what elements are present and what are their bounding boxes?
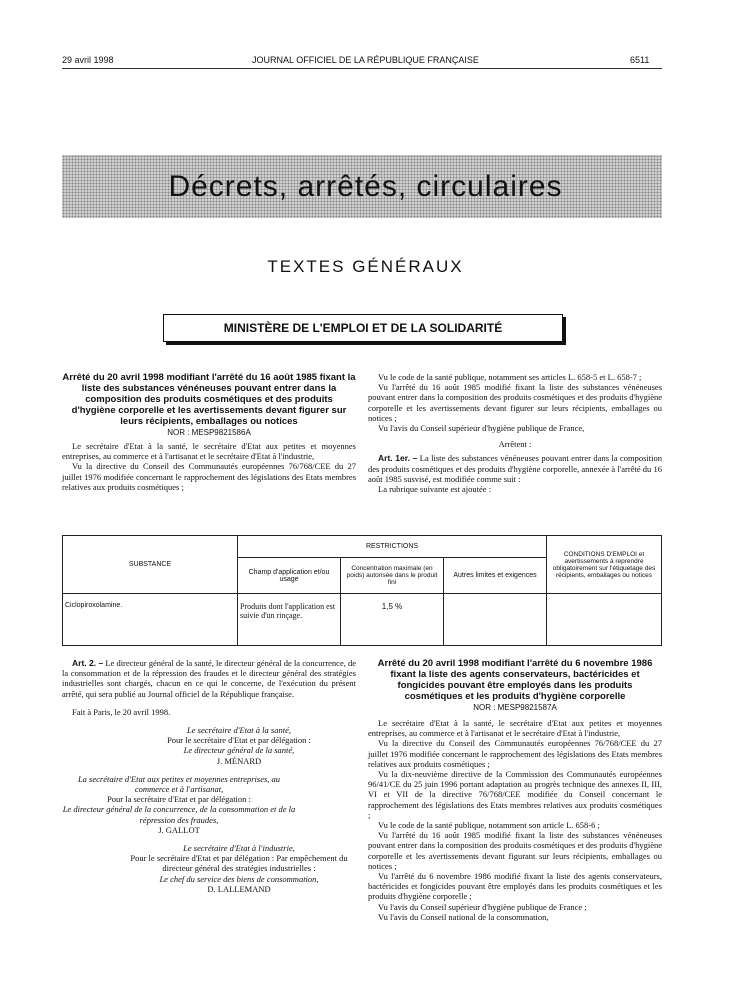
arrete1-title: Arrêté du 20 avril 1998 modifiant l'arrêté du 16 août 1985 fixant la liste des substances vénéneuses pouvant entrer dans la composition des produits cosmétiques et des produits d'hygiène corporelle et les avertissements devant figurer sur leurs récipients, emballages ou notices <box>62 372 356 427</box>
cell-conditions <box>547 594 662 646</box>
signature-by: Le directeur général de la santé, <box>183 745 295 756</box>
th-concentration: Concentration maximale (en poids) autorisée dans le produit fini <box>341 558 444 594</box>
signature-delegation: Pour le secrétaire d'Etat et par délégation : Par empêchement du directeur général des stratégies industrielles : <box>130 853 348 874</box>
rubrique: La rubrique suivante est ajoutée : <box>378 484 492 495</box>
signature-block <box>62 774 296 835</box>
cell-autres <box>444 594 547 646</box>
signature-name: J. MÉNARD <box>216 755 262 766</box>
arrete2-para: Vu l'arrêté du 6 novembre 1986 modifié fixant la liste des agents conservateurs, bactéricides et fongicides pouvant être employés dans les produits cosmétiques et les produits d'hygiène corporelle ; <box>368 871 662 902</box>
art1-text: La liste des substances vénéneuses pouvant entrer dans la composition des produits cosmétiques et des produits d'hygiène corporelle, annexée à l'arrêté du 16 août 1985 susvisé, est modifiée comme suit : <box>368 453 663 484</box>
cell-substance: Ciclopiroxolamine. <box>63 594 238 646</box>
arrete2-para: Le secrétaire d'Etat à la santé, le secrétaire d'Etat aux petites et moyennes entreprises, au commerce et à l'artisanat et le secrétaire d'Etat à l'industrie, <box>368 718 662 739</box>
th-restrictions: RESTRICTIONS <box>238 536 547 558</box>
signature-by: Le chef du service des biens de consommation, <box>159 873 319 884</box>
arrete2-para: Vu le code de la santé publique, notamment son article L. 658-6 ; <box>378 820 600 831</box>
arrete1-para: Le secrétaire d'Etat à la santé, le secrétaire d'Etat aux petites et moyennes entreprises, au commerce et à l'artisanat et le secrétaire d'Etat à l'industrie, <box>62 441 356 462</box>
table-row <box>63 594 662 646</box>
arrete1-left-column <box>62 372 356 492</box>
art1-label: Art. 1er. – <box>378 453 418 464</box>
signature-block <box>122 725 356 766</box>
cell-champ: Produits dont l'application est suivie d'un rinçage. <box>238 594 341 646</box>
signature-role: La secrétaire d'Etat aux petites et moyennes entreprises, au commerce et à l'artisanat, <box>77 773 281 795</box>
arretent: Arrêtent : <box>498 439 532 450</box>
art2-text: Le directeur général de la santé, le directeur général de la concurrence, de la consommation et de la répression des fraudes et le directeur général des stratégies industrielles sont chargés, chacun en ce qui le concerne, de l'exécution du présent arrêté, qui sera publié au Journal officiel de la République française. <box>62 658 357 699</box>
arrete2-para: Vu la dix-neuvième directive de la Commission des Communautés européennes 96/41/CE du 25 juin 1996 portant adaptation au progrès technique des annexes II, III, VI et VII de la directive 76/768/CEE modifiée du Conseil concernant le rapprochement des législations des Etats membres relatives aux produits cosmétiques ; <box>368 769 662 820</box>
journal-title: JOURNAL OFFICIEL DE LA RÉPUBLIQUE FRANÇAISE <box>252 55 479 65</box>
arrete2-title: Arrêté du 20 avril 1998 modifiant l'arrêté du 6 novembre 1986 fixant la liste des agents conservateurs, bactéricides et fongicides pouvant être employés dans les produits cosmétiques et les produits d'hygiène corporelle <box>377 658 653 702</box>
signature-role: Le secrétaire d'Etat à l'industrie, <box>183 843 295 854</box>
substances-table <box>62 535 662 646</box>
signature-name: D. LALLEMAND <box>207 883 271 894</box>
arrete2-para: Vu la directive du Conseil des Communautés européennes 76/768/CEE du 27 juillet 1976 modifiée concernant le rapprochement des législations des Etats membres relatives aux produits cosmétiques ; <box>368 738 662 769</box>
arrete2-column <box>368 658 662 922</box>
arrete1-para: Vu le code de la santé publique, notamment ses articles L. 658-5 et L. 658-7 ; <box>378 372 642 382</box>
arrete2-para: Vu l'arrêté du 16 août 1985 modifié fixant la liste des substances vénéneuses pouvant entrer dans la composition des produits cosmétiques et des produits d'hygiène corporelle et les avertissements devant figurant sur leurs récipients, emballages ou notices ; <box>368 830 662 871</box>
page-number: 6511 <box>630 55 650 65</box>
section-title: Décrets, arrêtés, circulaires <box>168 170 563 203</box>
arrete2-para: Vu l'avis du Conseil supérieur d'hygiène publique de France ; <box>378 901 587 912</box>
cell-concentration: 1,5 % <box>341 594 444 646</box>
art2-label: Art. 2. – <box>72 658 104 668</box>
arrete1-para: Vu l'avis du Conseil supérieur d'hygiène publique de France, <box>378 423 585 434</box>
arrete1-right-column <box>368 372 662 494</box>
header-date: 29 avril 1998 <box>62 55 114 65</box>
ministry-box: MINISTÈRE DE L'EMPLOI ET DE LA SOLIDARITÉ <box>163 314 563 342</box>
subsection-title: TEXTES GÉNÉRAUX <box>267 257 464 276</box>
signature-by: Le directeur général de la concurrence, de la consommation et de la répression des fraudes, <box>62 804 296 825</box>
th-autres: Autres limites et exigences <box>444 558 547 594</box>
signature-block <box>122 843 356 894</box>
th-conditions: CONDITIONS D'EMPLOI et avertissements à reprendre obligatoirement sur l'étiquetage des récipients, emballages ou notices <box>547 536 662 594</box>
arrete1-para: Vu la directive du Conseil des Communautés européennes 76/768/CEE du 27 juillet 1976 modifiée concernant le rapprochement des législations des Etats membres relatives aux produits cosmétiques ; <box>62 461 356 492</box>
arrete2-nor: NOR : MESP9821587A <box>473 703 557 712</box>
arrete2-para: Vu l'avis du Conseil national de la consommation, <box>378 911 549 922</box>
th-champ: Champ d'application et/ou usage <box>238 558 341 594</box>
art2-column <box>62 658 356 894</box>
arrete1-nor: NOR : MESP9821586A <box>167 428 251 437</box>
signature-delegation: Pour le secrétaire d'Etat et par délégation : <box>167 735 311 746</box>
signature-delegation: Pour la secrétaire d'Etat et par délégation : <box>107 794 251 805</box>
header-rule <box>62 68 662 69</box>
signature-name: J. GALLOT <box>158 824 200 835</box>
fait-a-paris: Fait à Paris, le 20 avril 1998. <box>72 706 171 717</box>
signature-role: Le secrétaire d'Etat à la santé, <box>187 725 291 736</box>
arrete1-para: Vu l'arrêté du 16 août 1985 modifié fixant la liste des substances vénéneuses pouvant entrer dans la composition des produits cosmétiques et des produits d'hygiène corporelle et les avertissements devant figurer sur leurs récipients, emballages ou notices ; <box>368 382 662 423</box>
th-substance: SUBSTANCE <box>63 536 238 594</box>
